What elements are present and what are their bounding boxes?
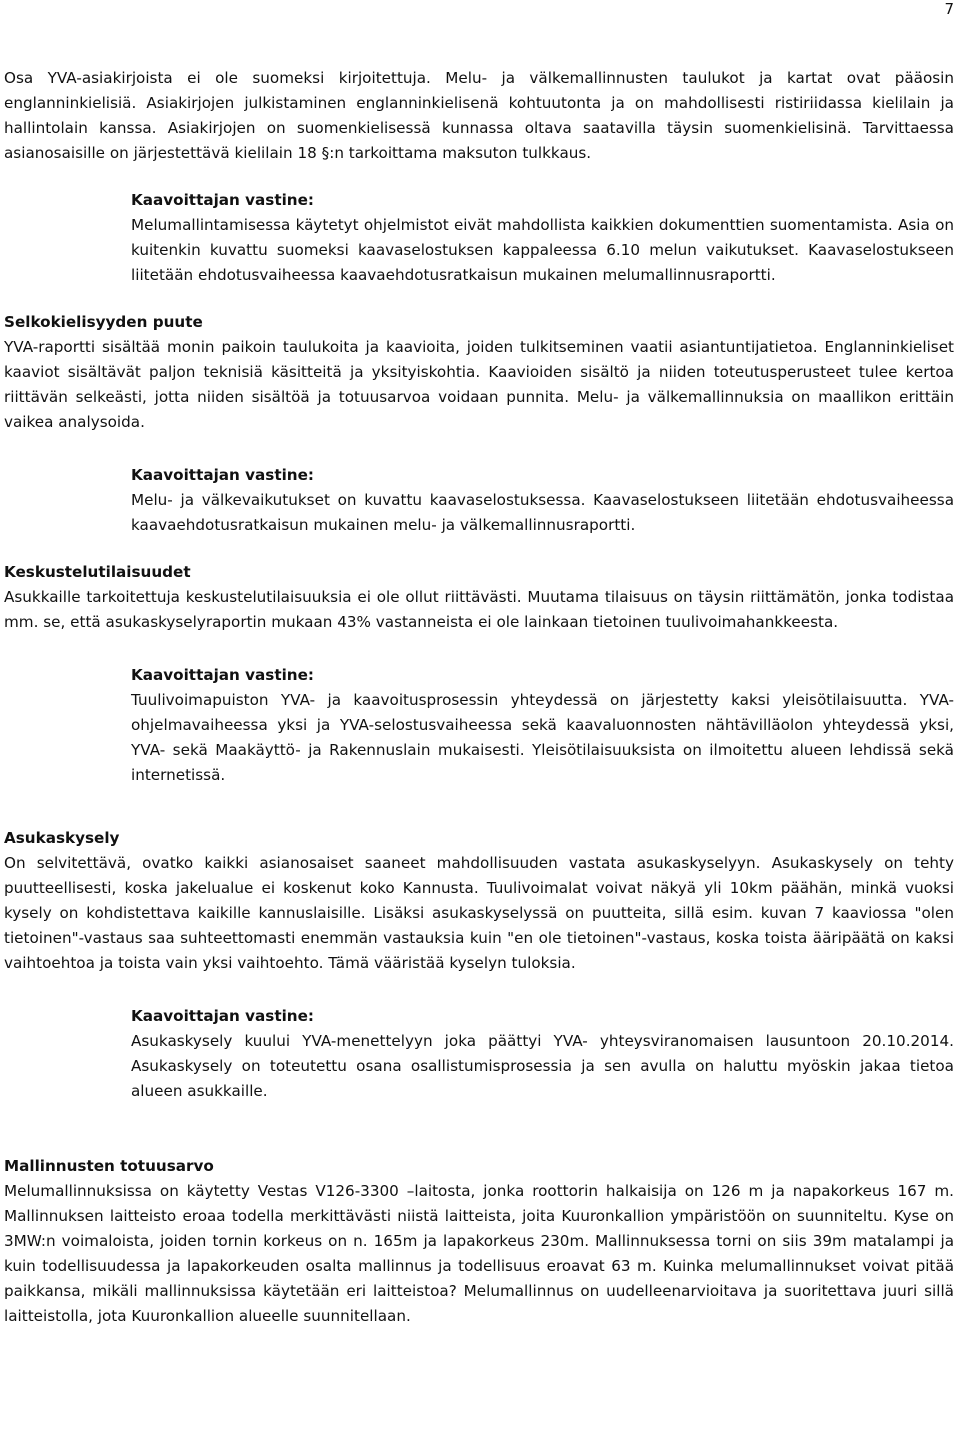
intro-paragraph: Osa YVA-asiakirjoista ei ole suomeksi kirjoitettuja. Melu- ja välkemallinnusten taulukot ja kartat ovat pääosin englanninkielisiä. Asiakirjojen julkistaminen englanninkielisenä kohtuutonta ja on mahdollisesti ristiriidassa kielilain ja hallintolain kanssa. Asiakirjojen on suomenkielisessä kunnassa oltava saatavilla täysin suomenkielisinä. Tarvittaessa asianosaisille on järjestettävä kielilain 18 §:n tarkoittama maksuton tulkkaus.	[4, 69, 954, 162]
planner-reply	[131, 663, 954, 788]
reply-text: Melu- ja välkevaikutukset on kuvattu kaavaselostuksessa. Kaavaselostukseen liitetään ehdotusvaiheessa kaavaehdotusratkaisun mukainen melu- ja välkemallinnusraportti.	[131, 491, 954, 534]
section-body: On selvitettävä, ovatko kaikki asianosaiset saaneet mahdollisuuden vastata asukaskyselyyn. Asukaskysely on tehty puutteellisesti, koska jakelualue ei koskenut koko Kannusta. Tuulivoimalat voivat näkyä yli 10km päähän, minkä vuoksi kysely on kohdistettava kaikille kannuslaisille. Lisäksi asukaskyselyssä on puutteita, sillä esim. kuvan 7 kaaviossa "olen tietoinen"-vastaus saa suhteettomasti enemmän vastauksia kuin "en ole tietoinen"-vastaus, koska toista ääripäätä on kaksi vaihtoehtoa ja toista vain yksi vaihtoehto. Tämä vääristää kyselyn tuloksia.	[4, 854, 954, 972]
reply-text: Asukaskysely kuului YVA-menettelyyn joka päättyi YVA- yhteysviranomaisen lausuntoon 20.10.2014. Asukaskysely on toteutettu osana osallistumisprosessia ja sen avulla on haluttu myöskin jakaa tietoa alueen asukkaille.	[131, 1032, 954, 1100]
reply-heading: Kaavoittajan vastine:	[131, 466, 314, 484]
reply-heading: Kaavoittajan vastine:	[131, 191, 314, 209]
section-title: Asukaskysely	[4, 829, 120, 847]
reply-text: Tuulivoimapuiston YVA- ja kaavoitusprosessin yhteydessä on järjestetty kaksi yleisötilaisuutta. YVA-ohjelmavaiheessa yksi ja YVA-selostusvaiheessa sekä kaavaluonnosten nähtävilläolon yhteydessä yksi, YVA- sekä Maakäyttö- ja Rakennuslain mukaisesti. Yleisötilaisuuksista on ilmoitettu alueen lehdissä sekä internetissä.	[131, 691, 954, 784]
planner-reply	[131, 188, 954, 288]
reply-text: Melumallintamisessa käytetyt ohjelmistot eivät mahdollista kaikkien dokumenttien suomentamista. Asia on kuitenkin kuvattu suomeksi kaavaselostuksen kappaleessa 6.10 melun vaikutukset. Kaavaselostukseen liitetään ehdotusvaiheessa kaavaehdotusratkaisun mukainen melumallinnusraportti.	[131, 216, 954, 284]
planner-reply	[131, 1004, 954, 1104]
section-title: Mallinnusten totuusarvo	[4, 1157, 214, 1175]
section-body: Melumallinnuksissa on käytetty Vestas V126-3300 –laitosta, jonka roottorin halkaisija on 126 m ja napakorkeus 167 m. Mallinnuksen laitteisto eroaa todella merkittävästi niistä laitteista, joita Kuuronkallion ympäristöön on suunniteltu. Kyse on 3MW:n voimaloista, joiden tornin korkeus on n. 165m ja lapakorkeus 230m. Mallinnuksessa torni on siis 39m matalampi ja kuin todellisuudessa ja lapakorkeuden osalta mallinnus ja todellisuus eroavat 63 m. Kuinka melumallinnukset voivat pitää paikkansa, mikäli mallinnuksissa käytetään eri laitteistoa? Melumallinnus on uudelleenarvioitava ja suoritettava juuri sillä laitteistolla, jota Kuuronkallion alueelle suunnitellaan.	[4, 1182, 954, 1325]
reply-heading: Kaavoittajan vastine:	[131, 1007, 314, 1025]
section-title: Keskustelutilaisuudet	[4, 563, 191, 581]
planner-reply	[131, 463, 954, 538]
section-body: Asukkaille tarkoitettuja keskustelutilaisuuksia ei ole ollut riittävästi. Muutama tilaisuus on täysin riittämätön, jonka todistaa mm. se, että asukaskyselyraportin mukaan 43% vastanneista ei ole lainkaan tietoinen tuulivoimahankkeesta.	[4, 588, 954, 631]
document-body	[4, 66, 954, 1329]
section-title: Selkokielisyyden puute	[4, 313, 203, 331]
page-number: 7	[944, 0, 954, 18]
section-body: YVA-raportti sisältää monin paikoin taulukoita ja kaavioita, joiden tulkitseminen vaatii asiantuntijatietoa. Englanninkieliset kaaviot sisältävät paljon teknisiä käsitteitä ja yksityiskohtia. Kaavioiden sisältö ja niiden toteutusperusteet tulee kertoa riittävän selkeästi, jotta niiden sisältöä ja totuusarvoa voidaan punnita. Melu- ja välkemallinnuksia on maallikon erittäin vaikea analysoida.	[4, 338, 954, 431]
reply-heading: Kaavoittajan vastine:	[131, 666, 314, 684]
